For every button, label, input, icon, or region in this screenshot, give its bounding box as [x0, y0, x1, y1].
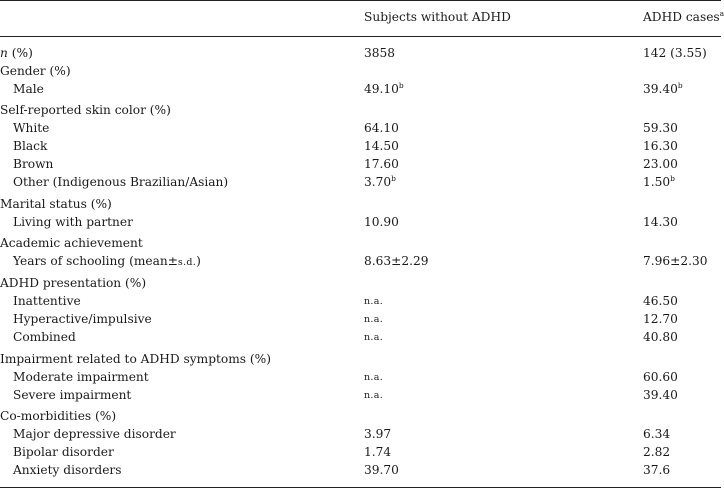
header-rule	[0, 36, 721, 37]
cell-without: n.a.	[364, 372, 384, 383]
cell-cases: 39.40$^b$	[643, 81, 683, 96]
cell-cases: 6.34	[643, 427, 671, 441]
section-comorbidities	[0, 408, 721, 425]
section-academic	[0, 235, 721, 252]
section-marital-status	[0, 196, 721, 213]
row-label: Severe impairment	[13, 388, 132, 402]
row-label: White	[13, 121, 50, 135]
row-label: Inattentive	[13, 294, 81, 308]
header-without: Subjects without ADHD	[364, 10, 511, 24]
cell-cases: 46.50	[643, 294, 678, 308]
cell-without: n.a.	[364, 296, 384, 307]
header-cases: ADHD cases$^a$	[643, 9, 724, 24]
table-row-moderate	[0, 369, 721, 386]
section-title: Co-morbidities (%)	[0, 409, 117, 423]
section-title: ADHD presentation (%)	[0, 276, 147, 290]
row-label: Anxiety disorders	[13, 463, 122, 477]
row-label: Major depressive disorder	[13, 427, 176, 441]
row-label: Black	[13, 139, 48, 153]
cell-without: 3858	[364, 46, 396, 60]
section-title: Marital status (%)	[0, 197, 112, 211]
table-row-schooling	[0, 253, 721, 270]
cell-without: 17.60	[364, 157, 399, 171]
cell-without: 14.50	[364, 139, 399, 153]
table-row-brown	[0, 156, 721, 173]
cell-cases: 1.50$^b$	[643, 174, 675, 189]
table-row-severe	[0, 387, 721, 404]
cell-cases: 40.80	[643, 330, 678, 344]
cell-without: n.a.	[364, 314, 384, 325]
row-label: Other (Indigenous Brazilian/Asian)	[13, 175, 229, 189]
cell-without: n.a.	[364, 390, 384, 401]
section-title: Academic achievement	[0, 236, 143, 250]
section-title: Gender (%)	[0, 64, 71, 78]
cell-without: 8.63±2.29	[364, 254, 429, 268]
row-label: Hyperactive/impulsive	[13, 312, 152, 326]
row-label: Living with partner	[13, 215, 133, 229]
cell-without: n.a.	[364, 332, 384, 343]
row-label: n (%)	[0, 46, 33, 60]
section-impairment	[0, 351, 721, 368]
row-label: Bipolar disorder	[13, 445, 114, 459]
cell-without: 64.10	[364, 121, 399, 135]
table-row-male	[0, 81, 721, 98]
header-row	[0, 9, 724, 26]
cell-cases: 37.6	[643, 463, 671, 477]
cell-cases: 14.30	[643, 215, 678, 229]
table-row-hyperactive	[0, 311, 721, 328]
cell-without: 3.97	[364, 427, 392, 441]
section-title: Self-reported skin color (%)	[0, 103, 171, 117]
cell-cases: 16.30	[643, 139, 678, 153]
cell-cases: 7.96±2.30	[643, 254, 708, 268]
cell-without: 49.10$^b$	[364, 81, 404, 96]
table-row-black	[0, 138, 721, 155]
cell-cases: 12.70	[643, 312, 678, 326]
table-row-anxiety	[0, 462, 721, 479]
table-row-inattentive	[0, 293, 721, 310]
cell-without: 39.70	[364, 463, 399, 477]
table-row-bipolar	[0, 444, 721, 461]
table-row-other	[0, 174, 721, 191]
section-gender	[0, 63, 721, 80]
section-presentation	[0, 275, 721, 292]
table-row-partner	[0, 214, 721, 231]
cell-cases: 60.60	[643, 370, 678, 384]
cell-without: 3.70$^b$	[364, 174, 396, 189]
cell-cases: 59.30	[643, 121, 678, 135]
header-cases-footnote: a	[719, 9, 724, 18]
row-label: Male	[13, 82, 44, 96]
cell-without: 10.90	[364, 215, 399, 229]
section-title: Impairment related to ADHD symptoms (%)	[0, 352, 272, 366]
bottom-rule	[0, 487, 721, 488]
row-label: Brown	[13, 157, 54, 171]
cell-cases: 142 (3.55)	[643, 46, 707, 60]
cell-cases: 39.40	[643, 388, 678, 402]
cell-cases: 2.82	[643, 445, 671, 459]
row-label: Moderate impairment	[13, 370, 149, 384]
section-skin-color	[0, 102, 721, 119]
cell-cases: 23.00	[643, 157, 678, 171]
cell-without: 1.74	[364, 445, 392, 459]
table-row-n	[0, 45, 721, 62]
row-label: Combined	[13, 330, 76, 344]
row-label: Years of schooling (mean±s.d.)	[13, 254, 201, 268]
table-row-white	[0, 120, 721, 137]
table-row-mdd	[0, 426, 721, 443]
top-rule	[0, 0, 721, 1]
table-row-combined	[0, 329, 721, 346]
